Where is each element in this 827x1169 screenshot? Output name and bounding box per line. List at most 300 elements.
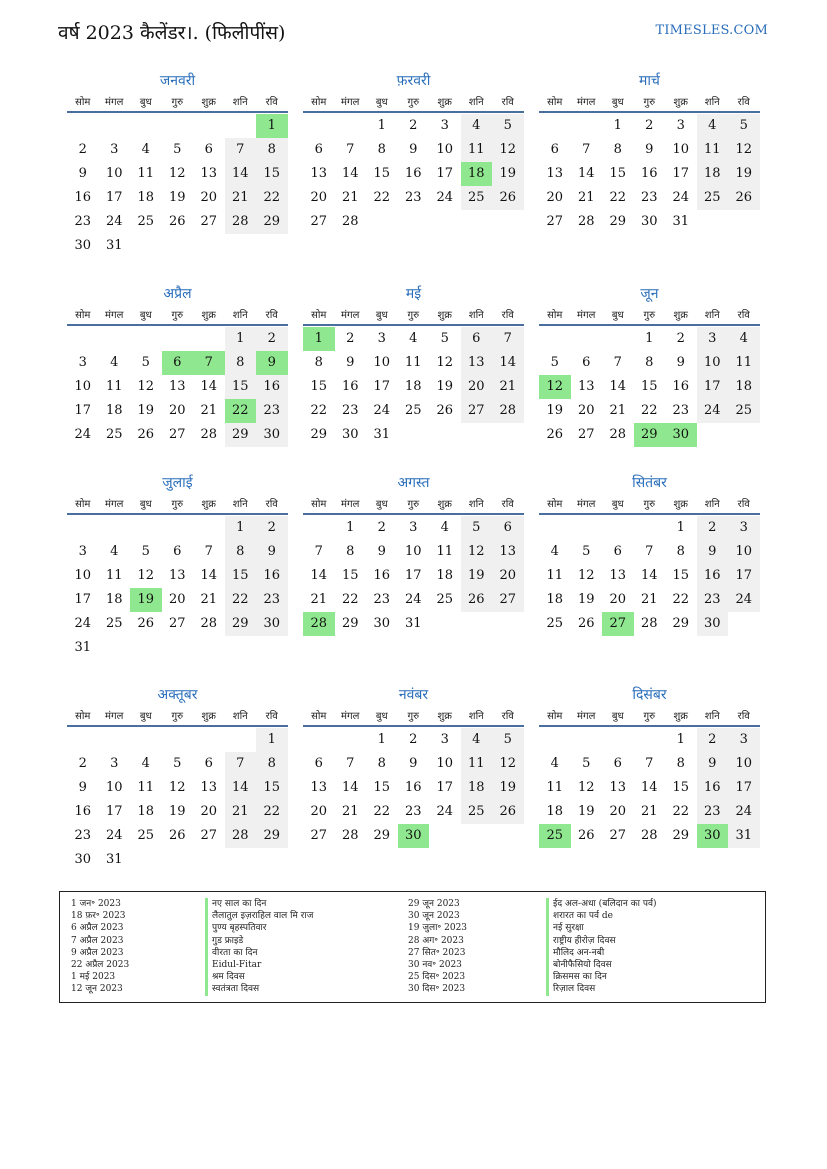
- day-cell[interactable]: 17: [672, 166, 690, 181]
- day-cell[interactable]: 4: [697, 114, 729, 138]
- day-cell[interactable]: 8: [225, 351, 257, 375]
- day-cell[interactable]: 13: [609, 568, 627, 583]
- day-cell[interactable]: 6: [613, 756, 622, 771]
- day-cell[interactable]: 9: [346, 355, 355, 370]
- day-cell[interactable]: 11: [137, 166, 155, 181]
- day-cell[interactable]: 14: [225, 162, 257, 186]
- day-cell[interactable]: 3: [78, 355, 87, 370]
- day-cell[interactable]: 15: [225, 564, 257, 588]
- day-cell[interactable]: 12: [577, 568, 595, 583]
- day-cell[interactable]: 19: [728, 162, 760, 186]
- day-cell[interactable]: 27: [310, 214, 328, 229]
- day-cell[interactable]: 29: [341, 616, 359, 631]
- day-cell[interactable]: 4: [110, 544, 119, 559]
- day-cell[interactable]: 4: [141, 142, 150, 157]
- day-cell[interactable]: 27: [310, 828, 328, 843]
- day-cell[interactable]: 12: [137, 568, 155, 583]
- day-cell[interactable]: 5: [728, 114, 760, 138]
- day-cell[interactable]: 17: [697, 375, 729, 399]
- day-cell[interactable]: 31: [105, 238, 123, 253]
- day-cell[interactable]: 26: [168, 214, 186, 229]
- day-cell[interactable]: 14: [492, 351, 524, 375]
- day-cell[interactable]: 9: [645, 142, 654, 157]
- holiday-day-cell[interactable]: 30: [697, 824, 729, 848]
- day-cell[interactable]: 1: [225, 327, 257, 351]
- day-cell[interactable]: 14: [640, 780, 658, 795]
- day-cell[interactable]: 19: [461, 564, 493, 588]
- day-cell[interactable]: 2: [78, 756, 87, 771]
- day-cell[interactable]: 8: [645, 355, 654, 370]
- day-cell[interactable]: 26: [436, 403, 454, 418]
- day-cell[interactable]: 26: [546, 427, 564, 442]
- day-cell[interactable]: 18: [546, 804, 564, 819]
- day-cell[interactable]: 16: [404, 780, 422, 795]
- day-cell[interactable]: 21: [492, 375, 524, 399]
- day-cell[interactable]: 25: [137, 828, 155, 843]
- day-cell[interactable]: 23: [256, 399, 288, 423]
- day-cell[interactable]: 20: [310, 804, 328, 819]
- day-cell[interactable]: 19: [577, 592, 595, 607]
- day-cell[interactable]: 24: [436, 804, 454, 819]
- day-cell[interactable]: 30: [341, 427, 359, 442]
- day-cell[interactable]: 9: [377, 544, 386, 559]
- day-cell[interactable]: 13: [168, 379, 186, 394]
- day-cell[interactable]: 25: [461, 800, 493, 824]
- day-cell[interactable]: 15: [225, 375, 257, 399]
- day-cell[interactable]: 22: [609, 190, 627, 205]
- day-cell[interactable]: 10: [373, 355, 391, 370]
- day-cell[interactable]: 22: [256, 800, 288, 824]
- day-cell[interactable]: 29: [609, 214, 627, 229]
- holiday-day-cell[interactable]: 18: [461, 162, 493, 186]
- day-cell[interactable]: 10: [105, 780, 123, 795]
- day-cell[interactable]: 21: [310, 592, 328, 607]
- holiday-day-cell[interactable]: 7: [193, 351, 225, 375]
- holiday-day-cell[interactable]: 27: [602, 612, 634, 636]
- day-cell[interactable]: 18: [105, 592, 123, 607]
- day-cell[interactable]: 19: [168, 190, 186, 205]
- day-cell[interactable]: 9: [676, 355, 685, 370]
- day-cell[interactable]: 24: [373, 403, 391, 418]
- day-cell[interactable]: 19: [436, 379, 454, 394]
- day-cell[interactable]: 21: [200, 592, 218, 607]
- day-cell[interactable]: 17: [74, 592, 92, 607]
- day-cell[interactable]: 4: [728, 327, 760, 351]
- day-cell[interactable]: 12: [461, 540, 493, 564]
- day-cell[interactable]: 22: [341, 592, 359, 607]
- day-cell[interactable]: 28: [225, 210, 257, 234]
- day-cell[interactable]: 18: [137, 804, 155, 819]
- day-cell[interactable]: 8: [225, 540, 257, 564]
- day-cell[interactable]: 15: [640, 379, 658, 394]
- day-cell[interactable]: 3: [676, 118, 685, 133]
- day-cell[interactable]: 27: [200, 214, 218, 229]
- day-cell[interactable]: 26: [492, 186, 524, 210]
- day-cell[interactable]: 23: [404, 804, 422, 819]
- day-cell[interactable]: 12: [137, 379, 155, 394]
- day-cell[interactable]: 3: [110, 142, 119, 157]
- day-cell[interactable]: 13: [168, 568, 186, 583]
- day-cell[interactable]: 4: [550, 544, 559, 559]
- day-cell[interactable]: 24: [105, 828, 123, 843]
- day-cell[interactable]: 2: [409, 118, 418, 133]
- day-cell[interactable]: 13: [609, 780, 627, 795]
- day-cell[interactable]: 25: [105, 616, 123, 631]
- day-cell[interactable]: 8: [377, 756, 386, 771]
- day-cell[interactable]: 15: [256, 162, 288, 186]
- day-cell[interactable]: 31: [728, 824, 760, 848]
- day-cell[interactable]: 7: [225, 138, 257, 162]
- day-cell[interactable]: 26: [577, 828, 595, 843]
- day-cell[interactable]: 10: [74, 379, 92, 394]
- day-cell[interactable]: 22: [373, 190, 391, 205]
- day-cell[interactable]: 2: [676, 331, 685, 346]
- day-cell[interactable]: 8: [346, 544, 355, 559]
- day-cell[interactable]: 25: [546, 616, 564, 631]
- day-cell[interactable]: 2: [346, 331, 355, 346]
- day-cell[interactable]: 2: [645, 118, 654, 133]
- day-cell[interactable]: 16: [74, 190, 92, 205]
- day-cell[interactable]: 3: [728, 728, 760, 752]
- day-cell[interactable]: 13: [577, 379, 595, 394]
- day-cell[interactable]: 8: [377, 142, 386, 157]
- day-cell[interactable]: 13: [461, 351, 493, 375]
- day-cell[interactable]: 28: [200, 616, 218, 631]
- day-cell[interactable]: 23: [256, 588, 288, 612]
- day-cell[interactable]: 12: [492, 138, 524, 162]
- day-cell[interactable]: 5: [492, 114, 524, 138]
- day-cell[interactable]: 27: [200, 828, 218, 843]
- day-cell[interactable]: 10: [672, 142, 690, 157]
- holiday-day-cell[interactable]: 19: [130, 588, 162, 612]
- day-cell[interactable]: 4: [461, 728, 493, 752]
- day-cell[interactable]: 12: [728, 138, 760, 162]
- day-cell[interactable]: 7: [346, 142, 355, 157]
- day-cell[interactable]: 3: [110, 756, 119, 771]
- day-cell[interactable]: 29: [672, 828, 690, 843]
- day-cell[interactable]: 25: [137, 214, 155, 229]
- day-cell[interactable]: 17: [728, 776, 760, 800]
- day-cell[interactable]: 6: [461, 327, 493, 351]
- day-cell[interactable]: 5: [141, 544, 150, 559]
- day-cell[interactable]: 7: [613, 355, 622, 370]
- day-cell[interactable]: 14: [341, 780, 359, 795]
- day-cell[interactable]: 3: [440, 118, 449, 133]
- day-cell[interactable]: 23: [404, 190, 422, 205]
- day-cell[interactable]: 7: [204, 544, 213, 559]
- holiday-day-cell[interactable]: 30: [665, 423, 697, 447]
- day-cell[interactable]: 23: [74, 214, 92, 229]
- day-cell[interactable]: 24: [697, 399, 729, 423]
- day-cell[interactable]: 7: [492, 327, 524, 351]
- day-cell[interactable]: 28: [640, 828, 658, 843]
- day-cell[interactable]: 18: [105, 403, 123, 418]
- day-cell[interactable]: 19: [546, 403, 564, 418]
- day-cell[interactable]: 11: [546, 568, 564, 583]
- day-cell[interactable]: 8: [676, 756, 685, 771]
- day-cell[interactable]: 29: [256, 824, 288, 848]
- day-cell[interactable]: 25: [105, 427, 123, 442]
- holiday-day-cell[interactable]: 6: [162, 351, 194, 375]
- day-cell[interactable]: 14: [609, 379, 627, 394]
- day-cell[interactable]: 9: [409, 756, 418, 771]
- day-cell[interactable]: 12: [168, 166, 186, 181]
- day-cell[interactable]: 13: [310, 166, 328, 181]
- day-cell[interactable]: 1: [256, 728, 288, 752]
- day-cell[interactable]: 3: [377, 331, 386, 346]
- day-cell[interactable]: 23: [341, 403, 359, 418]
- day-cell[interactable]: 15: [672, 780, 690, 795]
- day-cell[interactable]: 26: [461, 588, 493, 612]
- day-cell[interactable]: 5: [492, 728, 524, 752]
- day-cell[interactable]: 15: [373, 166, 391, 181]
- day-cell[interactable]: 9: [256, 540, 288, 564]
- day-cell[interactable]: 17: [105, 804, 123, 819]
- day-cell[interactable]: 11: [546, 780, 564, 795]
- day-cell[interactable]: 16: [697, 564, 729, 588]
- day-cell[interactable]: 21: [341, 804, 359, 819]
- day-cell[interactable]: 21: [225, 186, 257, 210]
- day-cell[interactable]: 29: [225, 423, 257, 447]
- day-cell[interactable]: 10: [74, 568, 92, 583]
- day-cell[interactable]: 13: [492, 540, 524, 564]
- day-cell[interactable]: 14: [200, 568, 218, 583]
- day-cell[interactable]: 1: [377, 732, 386, 747]
- day-cell[interactable]: 14: [577, 166, 595, 181]
- site-link[interactable]: TIMESLES.COM: [655, 23, 768, 38]
- day-cell[interactable]: 20: [200, 190, 218, 205]
- day-cell[interactable]: 5: [582, 544, 591, 559]
- day-cell[interactable]: 6: [204, 142, 213, 157]
- day-cell[interactable]: 21: [640, 804, 658, 819]
- holiday-day-cell[interactable]: 1: [303, 327, 335, 351]
- day-cell[interactable]: 22: [640, 403, 658, 418]
- day-cell[interactable]: 29: [256, 210, 288, 234]
- day-cell[interactable]: 16: [697, 776, 729, 800]
- day-cell[interactable]: 30: [256, 612, 288, 636]
- day-cell[interactable]: 4: [550, 756, 559, 771]
- day-cell[interactable]: 28: [577, 214, 595, 229]
- day-cell[interactable]: 29: [373, 828, 391, 843]
- day-cell[interactable]: 27: [492, 588, 524, 612]
- day-cell[interactable]: 29: [310, 427, 328, 442]
- day-cell[interactable]: 9: [409, 142, 418, 157]
- day-cell[interactable]: 20: [461, 375, 493, 399]
- day-cell[interactable]: 6: [582, 355, 591, 370]
- day-cell[interactable]: 27: [609, 828, 627, 843]
- day-cell[interactable]: 6: [314, 756, 323, 771]
- day-cell[interactable]: 9: [697, 752, 729, 776]
- day-cell[interactable]: 15: [609, 166, 627, 181]
- day-cell[interactable]: 13: [200, 780, 218, 795]
- day-cell[interactable]: 18: [546, 592, 564, 607]
- day-cell[interactable]: 27: [546, 214, 564, 229]
- day-cell[interactable]: 3: [440, 732, 449, 747]
- day-cell[interactable]: 23: [373, 592, 391, 607]
- day-cell[interactable]: 3: [78, 544, 87, 559]
- day-cell[interactable]: 8: [256, 752, 288, 776]
- day-cell[interactable]: 30: [373, 616, 391, 631]
- day-cell[interactable]: 21: [640, 592, 658, 607]
- day-cell[interactable]: 18: [697, 162, 729, 186]
- day-cell[interactable]: 10: [728, 540, 760, 564]
- day-cell[interactable]: 19: [137, 403, 155, 418]
- day-cell[interactable]: 28: [492, 399, 524, 423]
- day-cell[interactable]: 16: [373, 568, 391, 583]
- day-cell[interactable]: 11: [105, 568, 123, 583]
- day-cell[interactable]: 25: [436, 592, 454, 607]
- day-cell[interactable]: 28: [640, 616, 658, 631]
- day-cell[interactable]: 1: [676, 732, 685, 747]
- day-cell[interactable]: 22: [225, 588, 257, 612]
- day-cell[interactable]: 22: [310, 403, 328, 418]
- day-cell[interactable]: 16: [256, 564, 288, 588]
- day-cell[interactable]: 6: [550, 142, 559, 157]
- day-cell[interactable]: 5: [141, 355, 150, 370]
- day-cell[interactable]: 10: [404, 544, 422, 559]
- day-cell[interactable]: 10: [436, 142, 454, 157]
- day-cell[interactable]: 5: [461, 516, 493, 540]
- day-cell[interactable]: 5: [550, 355, 559, 370]
- day-cell[interactable]: 3: [409, 520, 418, 535]
- day-cell[interactable]: 7: [346, 756, 355, 771]
- day-cell[interactable]: 17: [728, 564, 760, 588]
- day-cell[interactable]: 26: [728, 186, 760, 210]
- day-cell[interactable]: 21: [200, 403, 218, 418]
- day-cell[interactable]: 8: [676, 544, 685, 559]
- day-cell[interactable]: 1: [676, 520, 685, 535]
- day-cell[interactable]: 8: [314, 355, 323, 370]
- holiday-day-cell[interactable]: 28: [303, 612, 335, 636]
- day-cell[interactable]: 18: [404, 379, 422, 394]
- day-cell[interactable]: 13: [310, 780, 328, 795]
- day-cell[interactable]: 18: [461, 776, 493, 800]
- day-cell[interactable]: 31: [404, 616, 422, 631]
- day-cell[interactable]: 25: [728, 399, 760, 423]
- day-cell[interactable]: 4: [141, 756, 150, 771]
- day-cell[interactable]: 25: [697, 186, 729, 210]
- day-cell[interactable]: 20: [609, 592, 627, 607]
- day-cell[interactable]: 28: [341, 214, 359, 229]
- day-cell[interactable]: 3: [728, 516, 760, 540]
- day-cell[interactable]: 8: [613, 142, 622, 157]
- day-cell[interactable]: 5: [173, 142, 182, 157]
- day-cell[interactable]: 30: [74, 238, 92, 253]
- day-cell[interactable]: 20: [200, 804, 218, 819]
- holiday-day-cell[interactable]: 25: [539, 824, 571, 848]
- day-cell[interactable]: 11: [137, 780, 155, 795]
- day-cell[interactable]: 1: [377, 118, 386, 133]
- day-cell[interactable]: 15: [310, 379, 328, 394]
- day-cell[interactable]: 21: [577, 190, 595, 205]
- day-cell[interactable]: 16: [640, 166, 658, 181]
- day-cell[interactable]: 7: [225, 752, 257, 776]
- day-cell[interactable]: 2: [256, 327, 288, 351]
- day-cell[interactable]: 10: [105, 166, 123, 181]
- day-cell[interactable]: 26: [137, 427, 155, 442]
- day-cell[interactable]: 24: [74, 616, 92, 631]
- day-cell[interactable]: 31: [672, 214, 690, 229]
- day-cell[interactable]: 30: [256, 423, 288, 447]
- day-cell[interactable]: 20: [609, 804, 627, 819]
- day-cell[interactable]: 5: [582, 756, 591, 771]
- day-cell[interactable]: 29: [225, 612, 257, 636]
- day-cell[interactable]: 24: [74, 427, 92, 442]
- day-cell[interactable]: 11: [404, 355, 422, 370]
- day-cell[interactable]: 20: [577, 403, 595, 418]
- day-cell[interactable]: 2: [256, 516, 288, 540]
- day-cell[interactable]: 17: [436, 166, 454, 181]
- day-cell[interactable]: 10: [697, 351, 729, 375]
- day-cell[interactable]: 23: [74, 828, 92, 843]
- day-cell[interactable]: 21: [341, 190, 359, 205]
- day-cell[interactable]: 24: [672, 190, 690, 205]
- day-cell[interactable]: 14: [200, 379, 218, 394]
- day-cell[interactable]: 27: [461, 399, 493, 423]
- day-cell[interactable]: 27: [577, 427, 595, 442]
- holiday-day-cell[interactable]: 12: [539, 375, 571, 399]
- day-cell[interactable]: 7: [314, 544, 323, 559]
- day-cell[interactable]: 25: [404, 403, 422, 418]
- day-cell[interactable]: 6: [492, 516, 524, 540]
- day-cell[interactable]: 30: [640, 214, 658, 229]
- day-cell[interactable]: 17: [373, 379, 391, 394]
- day-cell[interactable]: 5: [173, 756, 182, 771]
- day-cell[interactable]: 6: [613, 544, 622, 559]
- day-cell[interactable]: 4: [440, 520, 449, 535]
- day-cell[interactable]: 15: [256, 776, 288, 800]
- day-cell[interactable]: 2: [697, 516, 729, 540]
- day-cell[interactable]: 17: [74, 403, 92, 418]
- day-cell[interactable]: 11: [697, 138, 729, 162]
- day-cell[interactable]: 24: [436, 190, 454, 205]
- day-cell[interactable]: 1: [645, 331, 654, 346]
- day-cell[interactable]: 15: [341, 568, 359, 583]
- day-cell[interactable]: 24: [728, 800, 760, 824]
- day-cell[interactable]: 21: [609, 403, 627, 418]
- day-cell[interactable]: 22: [672, 804, 690, 819]
- day-cell[interactable]: 16: [404, 166, 422, 181]
- day-cell[interactable]: 23: [697, 588, 729, 612]
- day-cell[interactable]: 21: [225, 800, 257, 824]
- day-cell[interactable]: 1: [613, 118, 622, 133]
- day-cell[interactable]: 4: [110, 355, 119, 370]
- day-cell[interactable]: 9: [697, 540, 729, 564]
- day-cell[interactable]: 17: [105, 190, 123, 205]
- day-cell[interactable]: 1: [346, 520, 355, 535]
- day-cell[interactable]: 11: [728, 351, 760, 375]
- day-cell[interactable]: 18: [436, 568, 454, 583]
- day-cell[interactable]: 16: [672, 379, 690, 394]
- day-cell[interactable]: 28: [609, 427, 627, 442]
- day-cell[interactable]: 15: [373, 780, 391, 795]
- day-cell[interactable]: 26: [168, 828, 186, 843]
- day-cell[interactable]: 24: [728, 588, 760, 612]
- day-cell[interactable]: 19: [492, 162, 524, 186]
- day-cell[interactable]: 30: [74, 852, 92, 867]
- day-cell[interactable]: 26: [137, 616, 155, 631]
- day-cell[interactable]: 28: [225, 824, 257, 848]
- day-cell[interactable]: 20: [168, 403, 186, 418]
- day-cell[interactable]: 8: [256, 138, 288, 162]
- day-cell[interactable]: 28: [341, 828, 359, 843]
- day-cell[interactable]: 2: [697, 728, 729, 752]
- day-cell[interactable]: 16: [74, 804, 92, 819]
- day-cell[interactable]: 10: [728, 752, 760, 776]
- day-cell[interactable]: 20: [492, 564, 524, 588]
- day-cell[interactable]: 14: [310, 568, 328, 583]
- holiday-day-cell[interactable]: 22: [225, 399, 257, 423]
